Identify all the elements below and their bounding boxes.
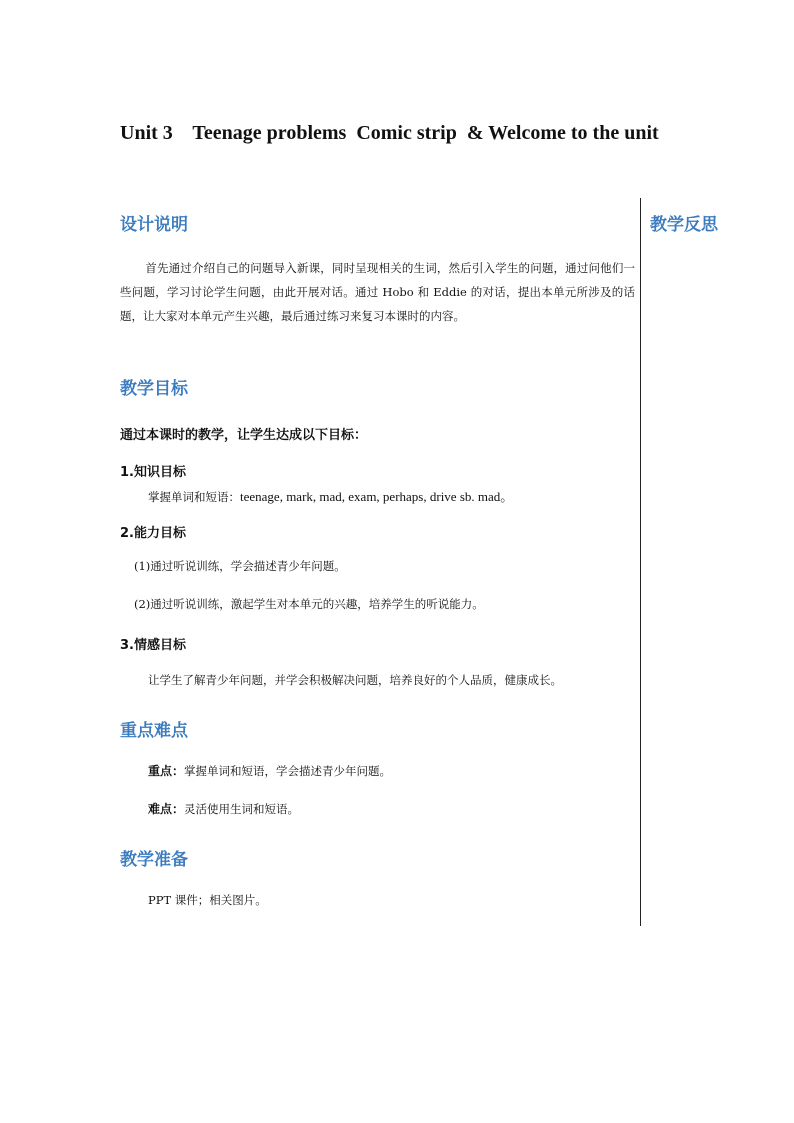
difficult-text: 灵活使用生词和短语。 — [184, 802, 300, 816]
key-label: 重点： — [148, 764, 185, 778]
prep-heading: 教学准备 — [120, 850, 188, 870]
knowledge-words: teenage, mark, mad, exam, perhaps, drive sb. mad。 — [240, 489, 514, 504]
emotion-text: 让学生了解青少年问题，并学会积极解决问题，培养良好的个人品质，健康成长。 — [148, 673, 562, 687]
reflection-heading: 教学反思 — [650, 215, 718, 235]
key-point — [148, 762, 391, 779]
key-text: 掌握单词和短语，学会描述青少年问题。 — [184, 764, 392, 778]
design-text: 首先通过介绍自己的问题导入新课，同时呈现相关的生词，然后引入学生的问题，通过问他们一些问题，学习讨论学生问题，由此开展对话。通过 Hobo 和 Eddie 的对话，提出本单元所涉及的话题，让大家对本单元产生兴趣，最后通过练习来复习本课时的内容。 — [120, 261, 635, 323]
ability-item-2: (2)通过听说训练，激起学生对本单元的兴趣，培养学生的听说能力。 — [134, 597, 484, 611]
keypoints-heading: 重点难点 — [120, 721, 188, 741]
goals-heading: 教学目标 — [120, 379, 188, 399]
goals-intro: 通过本课时的教学，让学生达成以下目标： — [120, 428, 368, 443]
difficult-label: 难点： — [148, 802, 185, 816]
knowledge-text — [148, 486, 513, 505]
document-title: Unit 3 Teenage problems Comic strip & Welcome to the unit — [120, 122, 659, 144]
difficult-point — [148, 800, 299, 817]
knowledge-title: 1.知识目标 — [120, 465, 186, 480]
knowledge-prefix: 掌握单词和短语： — [148, 490, 240, 504]
design-heading: 设计说明 — [120, 215, 188, 235]
ability-item-1: (1)通过听说训练，学会描述青少年问题。 — [134, 559, 346, 573]
column-divider — [640, 198, 641, 926]
emotion-title: 3.情感目标 — [120, 638, 186, 653]
ability-title: 2.能力目标 — [120, 526, 186, 541]
prep-text: PPT 课件；相关图片。 — [148, 893, 267, 907]
